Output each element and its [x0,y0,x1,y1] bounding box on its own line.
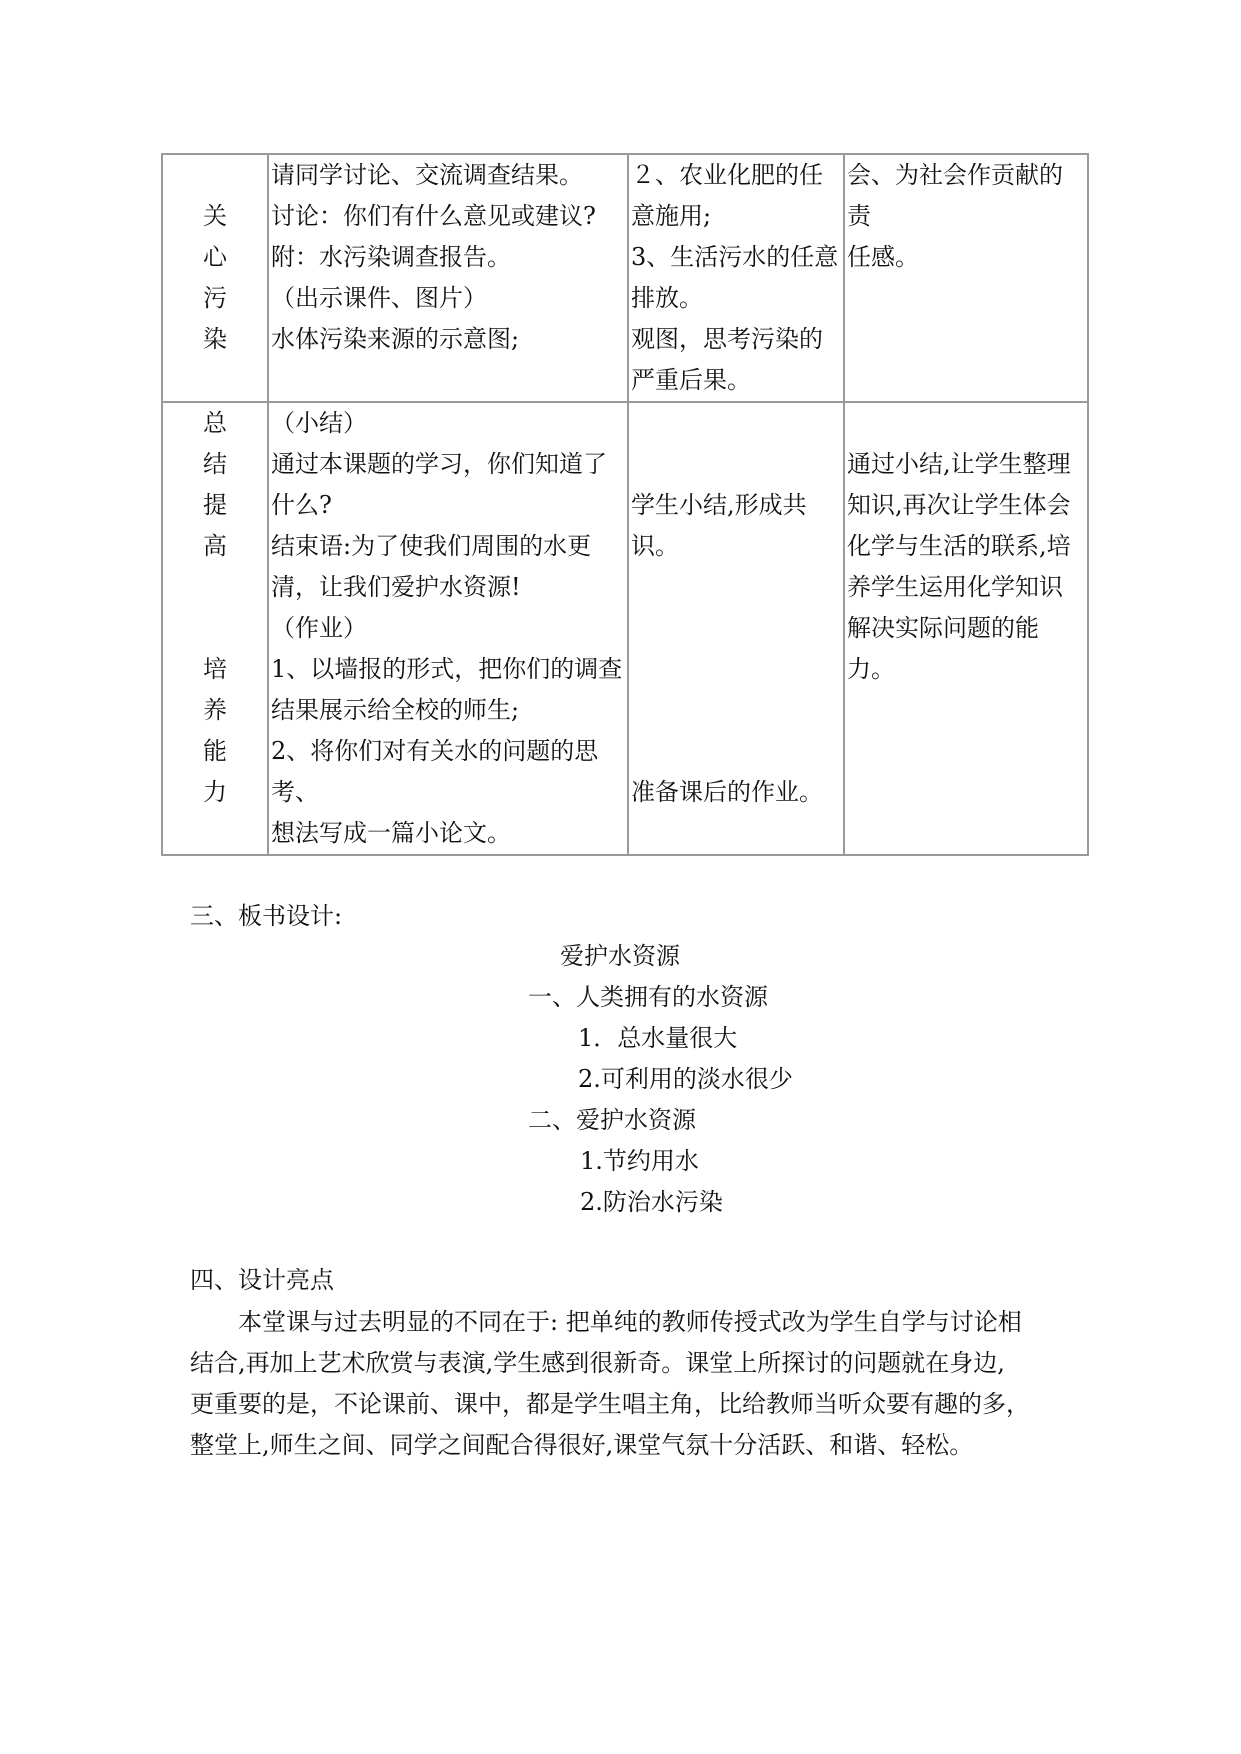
stage-char: 能 [203,737,227,765]
paragraph-line: 结合,再加上艺术欣赏与表演,学生感到很新奇。课堂上所探讨的问题就在身边, [190,1349,1005,1377]
lesson-plan-table [161,153,1089,856]
paragraph-line: 更重要的是，不论课前、课中，都是学生唱主角，比给教师当听众要有趣的多， [190,1390,1030,1418]
stage-char: 培 [203,655,227,683]
intent-line: 知识,再次让学生体会 [847,491,1071,519]
board-section-2: 二、爱护水资源 [528,1106,696,1134]
design-intent-cell [844,154,1088,402]
student-line: 准备课后的作业。 [631,778,823,806]
paragraph-line: 本堂课与过去明显的不同在于: 把单纯的教师传授式改为学生自学与讨论相 [238,1308,1022,1336]
teacher-line: 想法写成一篇小论文。 [271,819,511,847]
stage-char: 提 [203,491,227,519]
stage-char: 关 [203,202,227,230]
intent-line: 养学生运用化学知识 [847,573,1063,601]
board-design-heading: 三、板书设计: [190,902,343,930]
student-line: ２、农业化肥的任 [631,161,823,189]
teacher-activity-cell [268,402,628,855]
design-intent-cell [844,402,1088,855]
teacher-activity-cell [268,154,628,402]
student-line: 识。 [631,532,679,560]
intent-line: 解决实际问题的能力。 [847,614,1039,683]
teacher-line: （出示课件、图片） [271,284,487,312]
teacher-line: 通过本课题的学习，你们知道了 [271,450,607,478]
intent-line: 任感。 [847,243,919,271]
student-activity-cell [628,154,844,402]
board-item: 2.防治水污染 [580,1188,723,1216]
stage-char: 养 [203,696,227,724]
student-line: 严重后果。 [631,366,751,394]
student-line: 观图，思考污染的 [631,325,823,353]
intent-line: 通过小结,让学生整理 [847,450,1071,478]
paragraph-line: 整堂上,师生之间、同学之间配合得很好,课堂气氛十分活跃、和谐、轻松。 [190,1431,974,1459]
stage-char: 高 [203,532,227,560]
teacher-line: 请同学讨论、交流调查结果。 [271,161,583,189]
table-row [162,154,1088,402]
teacher-line: 讨论：你们有什么意见或建议? [271,202,596,230]
teacher-line: 清，让我们爱护水资源! [271,573,521,601]
student-line: 排放。 [631,284,703,312]
stage-char: 心 [203,243,227,271]
highlights-paragraph [190,1302,1070,1466]
intent-line: 化学与生活的联系,培 [847,532,1071,560]
teacher-line: 结果展示给全校的师生; [271,696,520,724]
stage-cell [162,154,268,402]
student-activity-cell [628,402,844,855]
student-line: 3、生活污水的任意 [631,243,839,271]
stage-cell [162,402,268,855]
board-item: 2.可利用的淡水很少 [578,1065,793,1093]
board-item: 1.节约用水 [580,1147,699,1175]
teacher-line: 1、以墙报的形式，把你们的调查 [271,655,623,683]
student-line: 意施用; [631,202,712,230]
teacher-line: （小结） [271,409,367,437]
stage-char: 力 [203,778,227,806]
teacher-line: 结束语:为了使我们周围的水更 [271,532,592,560]
teacher-line: 什么? [271,491,332,519]
teacher-line: 水体污染来源的示意图; [271,325,520,353]
board-section-1: 一、人类拥有的水资源 [528,983,768,1011]
teacher-line: （作业） [271,614,367,642]
intent-line: 会、为社会作贡献的责 [847,161,1063,230]
stage-char: 结 [203,450,227,478]
stage-char: 总 [203,409,227,437]
stage-char: 污 [203,284,227,312]
student-line: 学生小结,形成共 [631,491,807,519]
stage-char: 染 [203,325,227,353]
board-item: 1．总水量很大 [578,1024,738,1052]
highlights-heading: 四、设计亮点 [190,1266,334,1294]
teacher-line: 2、将你们对有关水的问题的思考、 [271,737,599,806]
table-row [162,402,1088,855]
board-title: 爱护水资源 [560,942,680,970]
teacher-line: 附：水污染调查报告。 [271,243,511,271]
